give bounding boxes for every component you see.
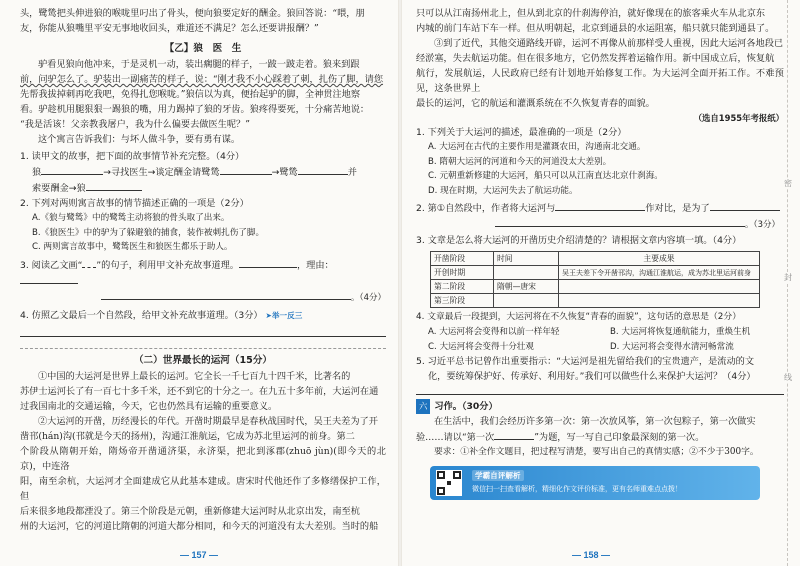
table-row (431, 294, 760, 308)
story-b-title: 【乙】狼 医 生 (164, 43, 242, 54)
question-1: 1. 下列关于大运河的描述，最准确的一项是（2分） (416, 127, 627, 138)
answer-line[interactable] (416, 386, 784, 395)
answer-blank[interactable] (495, 216, 745, 227)
history-table (430, 251, 760, 308)
option-a[interactable]: A.《狼与鹭鸶》中的鹭鸶主动将狼的骨头取了出来。 (32, 213, 230, 223)
question-3: 3. 文章是怎么将大运河的开凿历史介绍清楚的？请根据文章内容填一填。（4分） (416, 235, 742, 246)
qr-code-icon[interactable] (436, 470, 462, 496)
passage-line: 内城的前门车站下车一样。但从明朝起，北京到通县的水运阻塞，船只就只能到通县了。 (416, 23, 775, 34)
intro-line: 友，你能从狼嘴里平安无事地收回头，难道还不满足？怎么还要讲报酬？” (20, 23, 319, 34)
passage-line: 经淤塞，失去航运功能。但在很多地方，它仍然发挥着运输作用。新中国成立后，恢复航 (416, 53, 775, 64)
story-b-line: 看。驴趁机用腿狠狠一踢狼的嘴，用力踢掉了狼的牙齿。狼疼得要死，十分痛苦地说： (20, 104, 370, 115)
seal-mark: 封 (784, 273, 792, 282)
answer-blank[interactable] (86, 180, 142, 191)
self-check-banner[interactable] (430, 466, 760, 500)
passage-line: 阳，南至余杭，大运河才全面建成它从此基本建成。唐宋时代他还作了多修缮保护工作，但 (20, 475, 386, 502)
practice-tag: ➤举一反三 (265, 310, 303, 320)
option-b[interactable]: B. 隋朝大运河的河道和今天的河道没太大差别。 (428, 156, 612, 167)
seal-mark: 密 (784, 179, 792, 188)
intro-line: 头，鹭鸶把头伸进狼的喉咙里叼出了骨头，便向狼要定好的酬金。狼回答说：“喂，朋 (20, 8, 365, 19)
table-cell: 吴王夫差下令开凿邗沟，沟通江淮航运，成为苏北里运河前身 (559, 266, 760, 280)
answer-blank[interactable] (555, 200, 645, 211)
composition-heading: 六 习作。（30分） (416, 399, 784, 414)
banner-title: 学霸自评解析 (472, 470, 524, 481)
passage-line: 苏伊士运河长了有一百七十多千米，还不到它的十分之一。在九五十多年前，大运河在通 (20, 385, 379, 397)
answer-line[interactable] (20, 328, 386, 337)
passage-line: ①中国的大运河是世界上最长的运河。它全长一千七百九十四千米，比著名的 (38, 370, 351, 382)
question-5-line: 化，要统筹保护好、传承好、利用好。”我们可以做些什么来保护大运河？（4分） (428, 371, 756, 382)
question-1: 1. 读甲文的故事，把下面的故事情节补充完整。（4分） (20, 151, 245, 162)
option-c[interactable]: C. 大运河将会变得十分壮观 (428, 341, 534, 352)
table-cell: 隋朝—唐宋 (494, 280, 559, 294)
section-badge: 六 (416, 399, 430, 414)
composition-requirement: 要求：①补全作文题目，把过程写清楚，要写出自己的真情实感；②不少于300字。 (434, 447, 759, 457)
option-b[interactable]: B.《狼医生》中的驴为了躲避狼的捕食，装作被刺扎伤了脚。 (32, 227, 265, 238)
table-header: 主要成果 (559, 252, 760, 266)
table-header-row (431, 252, 760, 266)
option-b[interactable]: B. 大运河将恢复通航能力，重焕生机 (610, 327, 751, 337)
passage-line: ③到了近代，其他交通路线开辟，运河不再像从前那样受人重视，因此大运河各地段已 (434, 38, 784, 49)
seal-mark: 线 (784, 373, 792, 382)
passage-line: 后来很多地段都湮没了。第三个阶段是元朝，重新修建大运河时从北京出发，南至杭 (20, 505, 360, 517)
passage-line: 航行，发展航运，人民政府已经有计划地开始修复工作。为大运河全面开拓工作。不难预见，这条世界上 (416, 68, 784, 94)
table-header: 开凿阶段 (431, 252, 494, 266)
source-note: （选自1955年考报纸） (693, 113, 784, 123)
table-cell: 第三阶段 (431, 294, 494, 308)
question-2: 2. 第①自然段中，作者将大运河与 作对比，是为了 (416, 200, 784, 216)
passage-line: ②大运河的开凿，历经漫长的年代。开凿时期最早是春秋战国时代，吴王夫差为了开 (38, 415, 378, 427)
story-b-line: 驴看见狼向他冲来，于是灵机一动，装出瘸腿的样子，一跛一跛走着。狼来到跟 (38, 59, 360, 70)
table-cell: 开创时期 (431, 266, 494, 280)
table-row (431, 266, 760, 280)
table-row (431, 280, 760, 294)
answer-blank[interactable] (239, 257, 297, 268)
moral-line: 这个寓言告诉我们：与坏人做斗争，要有勇有谋。 (38, 134, 241, 145)
composition-line: 在生活中，我们会经历许多第一次：第一次放风筝，第一次包粽子，第一次做实 (434, 416, 756, 427)
seal-line (787, 0, 788, 566)
table-cell: 第二阶段 (431, 280, 494, 294)
option-row (416, 340, 784, 355)
option-a[interactable]: A. 大运河在古代的主要作用是灌溉农田，沟通南北交通。 (428, 142, 646, 152)
page-number-left: — 157 — (180, 550, 219, 560)
answer-blank[interactable] (101, 289, 351, 300)
option-c[interactable]: C. 两则寓言故事中，鹭鸶医生和狼医生都乐于助人。 (32, 242, 233, 252)
question-2: 2. 下列对两则寓言故事的情节描述正确的一项是（2分） (20, 198, 249, 209)
table-cell[interactable] (494, 266, 559, 280)
table-cell[interactable] (494, 294, 559, 308)
left-page (0, 0, 398, 566)
question-3: 3. 阅读乙文画“ ”的句子，利用甲文补充故事道理。 ，理由： (20, 257, 386, 289)
option-d[interactable]: D. 现在时期，大运河失去了航运功能。 (428, 185, 578, 196)
answer-blank[interactable] (710, 200, 780, 211)
option-a[interactable]: A. 大运河将会变得和以前一样年轻 (428, 327, 560, 337)
section-2-title: （二）世界最长的运河（15分） (133, 354, 273, 366)
option-c[interactable]: C. 元朝重新修建的大运河，船只可以从江南直达北京什刹海。 (428, 171, 663, 181)
question-5: 5. 习近平总书记曾作出重要指示：“大运河是祖先留给我们的宝贵遗产，是流动的文 (416, 356, 755, 367)
option-d[interactable]: D. 大运河将会变得水清河畅常流 (610, 341, 734, 352)
plot-chain: 狼 →寻找医生→谈定酬金请鹭鸶 →鹭鸶 并 (20, 164, 386, 180)
passage-line: 最长的运河，它的航运和灌溉系统在不久恢复青春的面貌。 (416, 98, 655, 109)
option-row (416, 325, 784, 340)
table-cell[interactable] (559, 294, 760, 308)
passage-line: 只可以从江南扬州北上，但从到北京的什刹海停泊，就好像现在的旅客乘火车从北京东 (416, 8, 766, 19)
answer-blank[interactable] (41, 164, 103, 175)
passage-line: 凿邗(hán)沟(邗就是今天的扬州)，沟通江淮航运，它成为苏北里运河的前身。第二 (20, 430, 355, 442)
answer-blank[interactable] (298, 164, 348, 175)
question-3-line: 。（4分） (20, 289, 386, 306)
story-b-line: 先帮我拔掉刺再吃我吧，免得扎您喉咙。”狼信以为真，便抬起驴的脚，全神贯注地察 (20, 89, 361, 100)
page-number-right: — 158 — (572, 550, 611, 560)
composition-line: 验……请以“第一次 ”为题，写一写自己印象最深刻的第一次。 (416, 429, 784, 445)
question-4: 4. 文章最后一段提到，大运河将在不久恢复“青春的面貌”，这句话的意思是（2分） (416, 312, 741, 322)
right-page (402, 0, 800, 566)
table-header: 时间 (494, 252, 559, 266)
question-2-line: 。（3分） (416, 216, 784, 233)
plot-chain-end: 索要酬金→狼 (20, 180, 386, 196)
question-4: 4. 仿照乙文最后一个自然段，给甲文补充故事道理。（3分） ➤举一反三 (20, 309, 303, 321)
title-blank[interactable] (494, 429, 534, 440)
table-cell[interactable] (559, 280, 760, 294)
banner-subtitle: 微信扫一扫查看解析，精细化作文评价标准，更有名师重难点点拨！ (472, 485, 682, 493)
divider (20, 340, 386, 349)
passage-line: 个阶段从隋朝开始，隋炀帝开凿通济渠，永济渠，把北到涿郡(zhuō jùn)(即今天的北京)，中连洛 (20, 445, 386, 472)
answer-blank[interactable] (20, 273, 78, 284)
passage-line: 州的大运河，它的河道比隋朝的河道大都分相同，和今天的河道没有太大差别。当时的船 (20, 520, 379, 532)
story-b-line: “我是活该！父亲教我屠户，我为什么偏要去做医生呢？” (20, 119, 250, 130)
answer-blank[interactable] (220, 164, 272, 175)
story-b-line: 前，问驴怎么了。驴装出一副痛苦的样子，说：“刚才我不小心踩着了刺，扎伤了脚，请您 (20, 74, 384, 85)
passage-line: 过我国南北的交通运输，今天，它也仍然具有运输的重要意义。 (20, 400, 278, 412)
